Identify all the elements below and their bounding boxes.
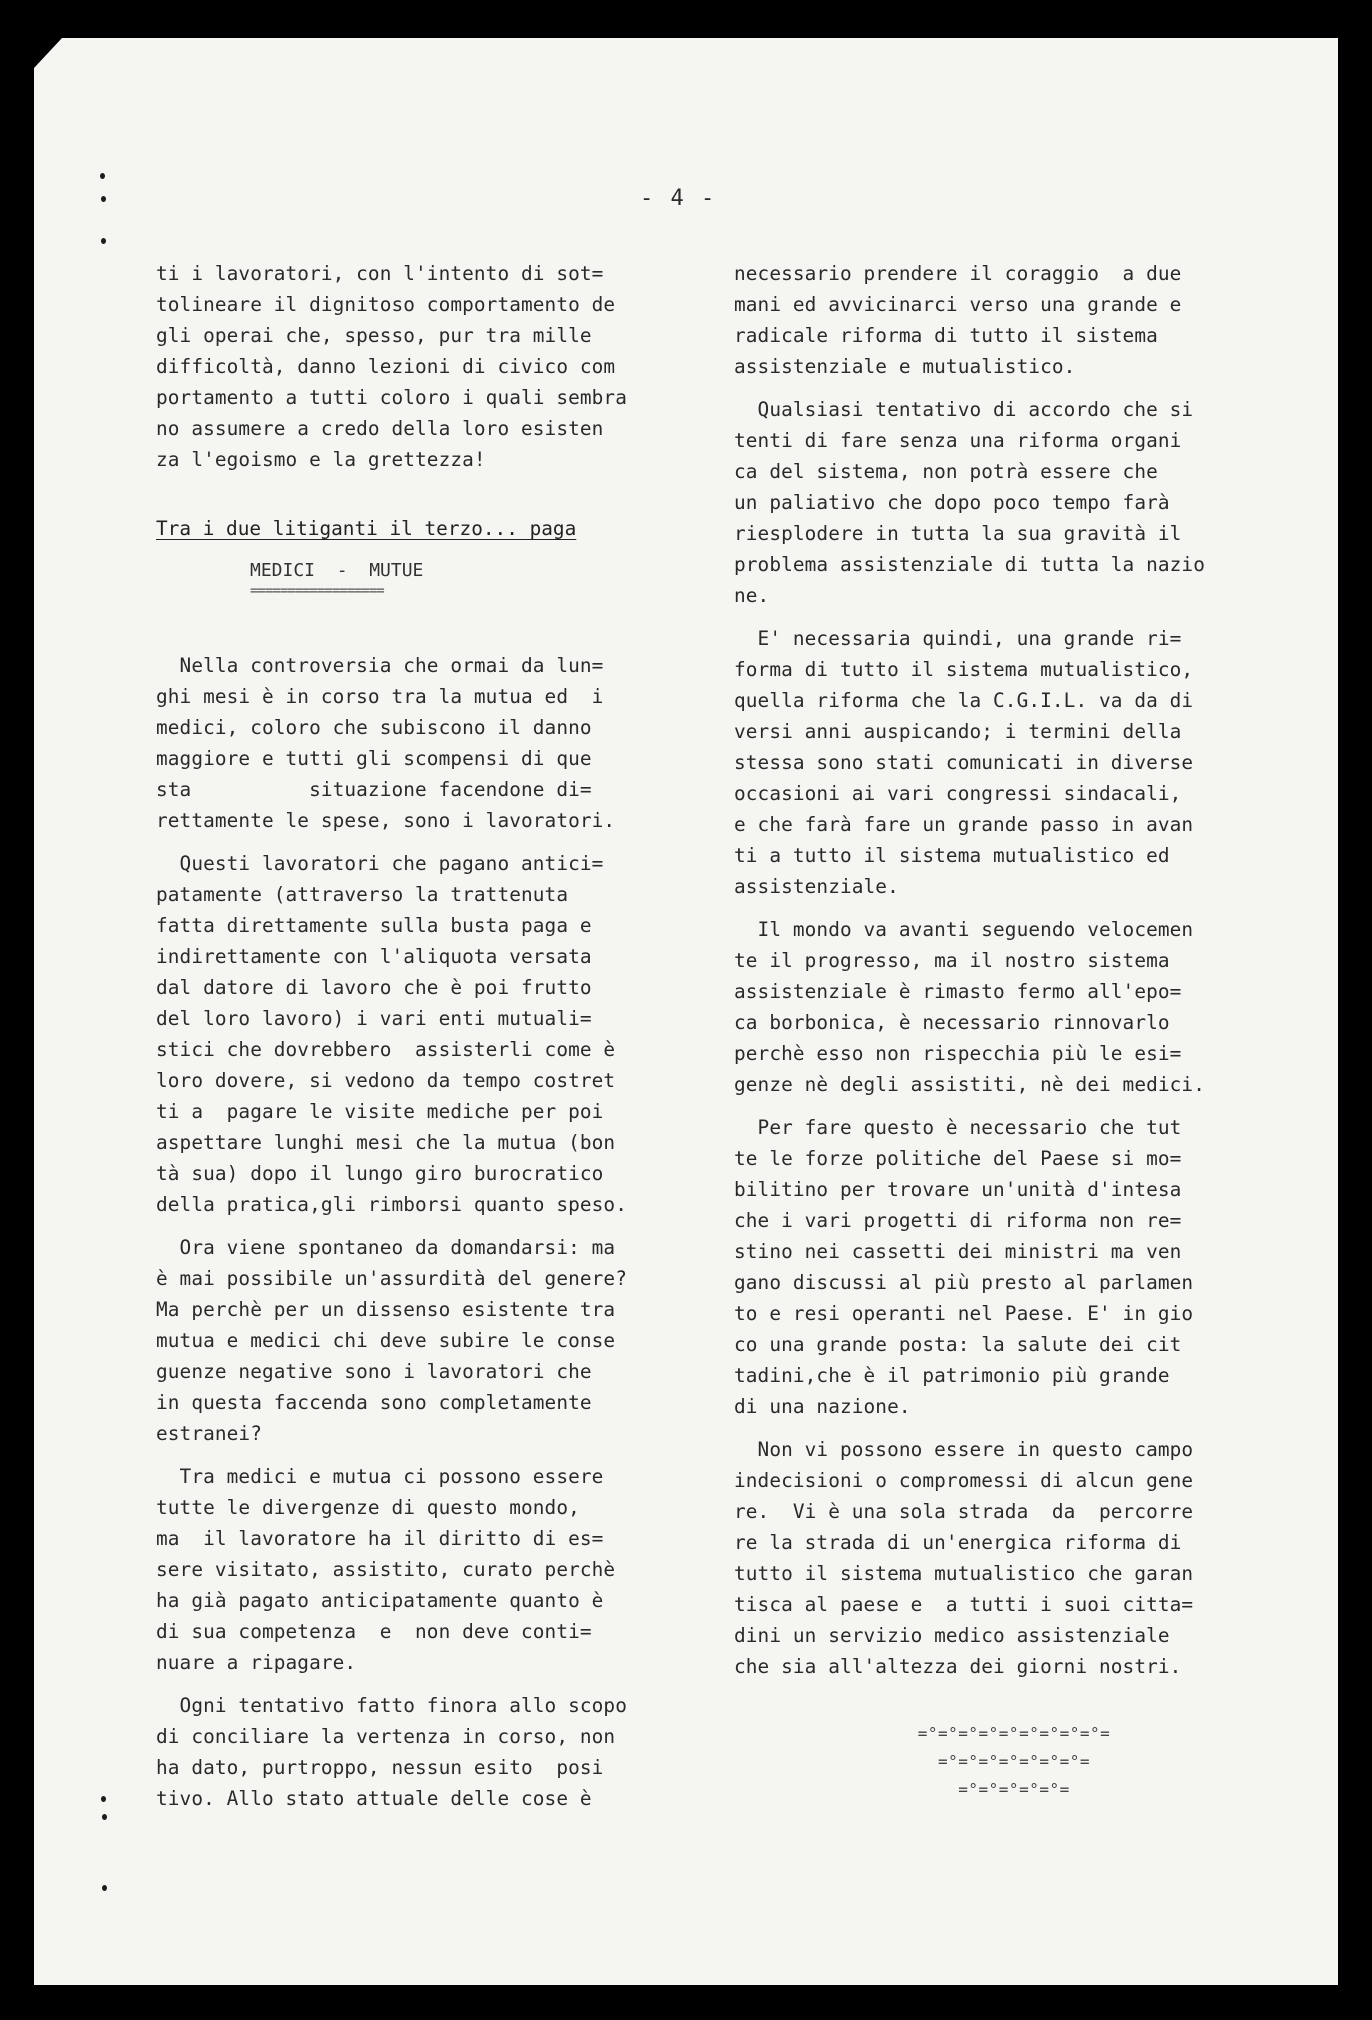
punch-hole-mark bbox=[101, 196, 106, 202]
paragraph bbox=[156, 848, 696, 1220]
text-line: di conciliare la vertenza in corso, non bbox=[156, 1725, 616, 1748]
text-line: Questi lavoratori che pagano antici= bbox=[156, 852, 604, 875]
text-line: medici, coloro che subiscono il danno bbox=[156, 716, 592, 739]
text-line: gli operai che, spesso, pur tra mille bbox=[156, 324, 592, 347]
text-line: perchè esso non rispecchia più le esi= bbox=[734, 1042, 1182, 1065]
text-line: Per fare questo è necessario che tut bbox=[734, 1116, 1182, 1139]
text-line: aspettare lunghi mesi che la mutua (bon bbox=[156, 1131, 616, 1154]
text-line: Ogni tentativo fatto finora allo scopo bbox=[156, 1694, 627, 1717]
text-line: indirettamente con l'aliquota versata bbox=[156, 945, 592, 968]
text-line: ma il lavoratore ha il diritto di es= bbox=[156, 1527, 604, 1550]
text-line: che i vari progetti di riforma non re= bbox=[734, 1209, 1182, 1232]
text-line: è mai possibile un'assurdità del genere? bbox=[156, 1267, 627, 1290]
text-line: Il mondo va avanti seguendo velocemen bbox=[734, 918, 1194, 941]
text-line: in questa faccenda sono completamente bbox=[156, 1391, 592, 1414]
text-line: sta situazione facendone di= bbox=[156, 778, 592, 801]
paragraph bbox=[734, 1112, 1254, 1422]
text-line: riesplodere in tutta la sua gravità il bbox=[734, 522, 1182, 545]
closing-ornament bbox=[794, 1720, 1234, 1804]
text-line: nuare a ripagare. bbox=[156, 1651, 357, 1674]
text-line: loro dovere, si vedono da tempo costret bbox=[156, 1069, 616, 1092]
right-column bbox=[734, 258, 1254, 1804]
text-line: occasioni ai vari congressi sindacali, bbox=[734, 782, 1182, 805]
punch-hole-mark bbox=[102, 1814, 107, 1820]
ornament-line: =°=°=°=°=°=°=°= bbox=[938, 1752, 1090, 1771]
article-heading: Tra i due litiganti il terzo... paga bbox=[156, 517, 577, 540]
intro-paragraph bbox=[156, 258, 696, 475]
text-line: tà sua) dopo il lungo giro burocratico bbox=[156, 1162, 604, 1185]
text-line: genze nè degli assistiti, nè dei medici. bbox=[734, 1073, 1205, 1096]
text-line: radicale riforma di tutto il sistema bbox=[734, 324, 1158, 347]
text-line: Ma perchè per un dissenso esistente tra bbox=[156, 1298, 616, 1321]
paragraph bbox=[156, 1461, 696, 1678]
paragraph bbox=[156, 1690, 696, 1814]
text-line: che sia all'altezza dei giorni nostri. bbox=[734, 1655, 1182, 1678]
text-line: sere visitato, assistito, curato perchè bbox=[156, 1558, 616, 1581]
text-line: del loro lavoro) i vari enti mutuali= bbox=[156, 1007, 592, 1030]
text-line: maggiore e tutti gli scompensi di que bbox=[156, 747, 592, 770]
text-line: ca del sistema, non potrà essere che bbox=[734, 460, 1158, 483]
ornament-line: =°=°=°=°=°= bbox=[958, 1780, 1070, 1799]
paragraph bbox=[156, 650, 696, 836]
text-line: Qualsiasi tentativo di accordo che si bbox=[734, 398, 1194, 421]
left-paragraphs bbox=[156, 650, 696, 1814]
text-line: ti i lavoratori, con l'intento di sot= bbox=[156, 262, 604, 285]
text-line: fatta direttamente sulla busta paga e bbox=[156, 914, 592, 937]
text-line: ca borbonica, è necessario rinnovarlo bbox=[734, 1011, 1170, 1034]
text-line: mani ed avvicinarci verso una grande e bbox=[734, 293, 1182, 316]
text-line: della pratica,gli rimborsi quanto speso. bbox=[156, 1193, 627, 1216]
text-line: estranei? bbox=[156, 1422, 262, 1445]
text-line: e che farà fare un grande passo in avan bbox=[734, 813, 1194, 836]
text-line: Tra medici e mutua ci possono essere bbox=[156, 1465, 604, 1488]
text-line: te il progresso, ma il nostro sistema bbox=[734, 949, 1170, 972]
text-line: assistenziale è rimasto fermo all'epo= bbox=[734, 980, 1182, 1003]
text-line: di sua competenza e non deve conti= bbox=[156, 1620, 592, 1643]
text-line: tisca al paese e a tutti i suoi citta= bbox=[734, 1593, 1194, 1616]
text-line: necessario prendere il coraggio a due bbox=[734, 262, 1182, 285]
article-subheading: MEDICI - MUTUE bbox=[250, 560, 424, 581]
subheading-underline-rule: ================== bbox=[250, 583, 384, 599]
text-line: te le forze politiche del Paese si mo= bbox=[734, 1147, 1182, 1170]
text-line: tolineare il dignitoso comportamento de bbox=[156, 293, 616, 316]
text-line: mutua e medici chi deve subire le conse bbox=[156, 1329, 616, 1352]
text-line: bilitino per trovare un'unità d'intesa bbox=[734, 1178, 1182, 1201]
paragraph bbox=[734, 914, 1254, 1100]
text-line: Ora viene spontaneo da domandarsi: ma bbox=[156, 1236, 616, 1259]
text-line: patamente (attraverso la trattenuta bbox=[156, 883, 569, 906]
text-line: tutte le divergenze di questo mondo, bbox=[156, 1496, 580, 1519]
text-line: Non vi possono essere in questo campo bbox=[734, 1438, 1194, 1461]
text-line: E' necessaria quindi, una grande ri= bbox=[734, 627, 1182, 650]
text-line: Nella controversia che ormai da lun= bbox=[156, 654, 604, 677]
text-line: ne. bbox=[734, 584, 770, 607]
text-line: ti a tutto il sistema mutualistico ed bbox=[734, 844, 1170, 867]
text-line: tenti di fare senza una riforma organi bbox=[734, 429, 1182, 452]
text-line: assistenziale. bbox=[734, 875, 899, 898]
text-line: re. Vi è una sola strada da percorre bbox=[734, 1500, 1194, 1523]
text-line: rettamente le spese, sono i lavoratori. bbox=[156, 809, 616, 832]
punch-hole-mark bbox=[101, 238, 106, 244]
paragraph bbox=[734, 258, 1254, 382]
punch-hole-mark bbox=[100, 173, 105, 179]
text-line: stici che dovrebbero assisterli come è bbox=[156, 1038, 616, 1061]
text-line: za l'egoismo e la grettezza! bbox=[156, 448, 486, 471]
text-line: di una nazione. bbox=[734, 1395, 911, 1418]
paragraph bbox=[734, 394, 1254, 611]
text-line: problema assistenziale di tutta la nazio bbox=[734, 553, 1205, 576]
text-line: quella riforma che la C.G.I.L. va da di bbox=[734, 689, 1194, 712]
text-line: tutto il sistema mutualistico che garan bbox=[734, 1562, 1194, 1585]
paragraph bbox=[734, 1434, 1254, 1682]
page-number: - 4 - bbox=[640, 186, 717, 211]
text-line: assistenziale e mutualistico. bbox=[734, 355, 1076, 378]
text-line: co una grande posta: la salute dei cit bbox=[734, 1333, 1182, 1356]
text-line: guenze negative sono i lavoratori che bbox=[156, 1360, 592, 1383]
text-line: no assumere a credo della loro esisten bbox=[156, 417, 604, 440]
right-paragraphs bbox=[734, 258, 1254, 1682]
text-line: ha già pagato anticipatamente quanto è bbox=[156, 1589, 604, 1612]
paragraph bbox=[734, 623, 1254, 902]
text-line: ha dato, purtroppo, nessun esito posi bbox=[156, 1756, 604, 1779]
text-line: un paliativo che dopo poco tempo farà bbox=[734, 491, 1170, 514]
text-line: tivo. Allo stato attuale delle cose è bbox=[156, 1787, 592, 1810]
text-line: gano discussi al più presto al parlamen bbox=[734, 1271, 1194, 1294]
text-line: portamento a tutti coloro i quali sembra bbox=[156, 386, 627, 409]
text-line: re la strada di un'energica riforma di bbox=[734, 1531, 1182, 1554]
paragraph bbox=[156, 1232, 696, 1449]
text-line: forma di tutto il sistema mutualistico, bbox=[734, 658, 1194, 681]
text-line: ghi mesi è in corso tra la mutua ed i bbox=[156, 685, 604, 708]
text-line: to e resi operanti nel Paese. E' in gio bbox=[734, 1302, 1194, 1325]
text-line: ti a pagare le visite mediche per poi bbox=[156, 1100, 604, 1123]
text-line: dini un servizio medico assistenziale bbox=[734, 1624, 1170, 1647]
punch-hole-mark bbox=[102, 1885, 107, 1891]
text-line: tadini,che è il patrimonio più grande bbox=[734, 1364, 1170, 1387]
punch-hole-mark bbox=[101, 1796, 106, 1802]
text-line: versi anni auspicando; i termini della bbox=[734, 720, 1182, 743]
ornament-line: =°=°=°=°=°=°=°=°=°= bbox=[917, 1724, 1111, 1743]
text-line: stino nei cassetti dei ministri ma ven bbox=[734, 1240, 1182, 1263]
left-column bbox=[156, 258, 696, 1814]
text-line: stessa sono stati comunicati in diverse bbox=[734, 751, 1194, 774]
text-line: difficoltà, danno lezioni di civico com bbox=[156, 355, 616, 378]
text-line: indecisioni o compromessi di alcun gene bbox=[734, 1469, 1194, 1492]
text-line: dal datore di lavoro che è poi frutto bbox=[156, 976, 592, 999]
